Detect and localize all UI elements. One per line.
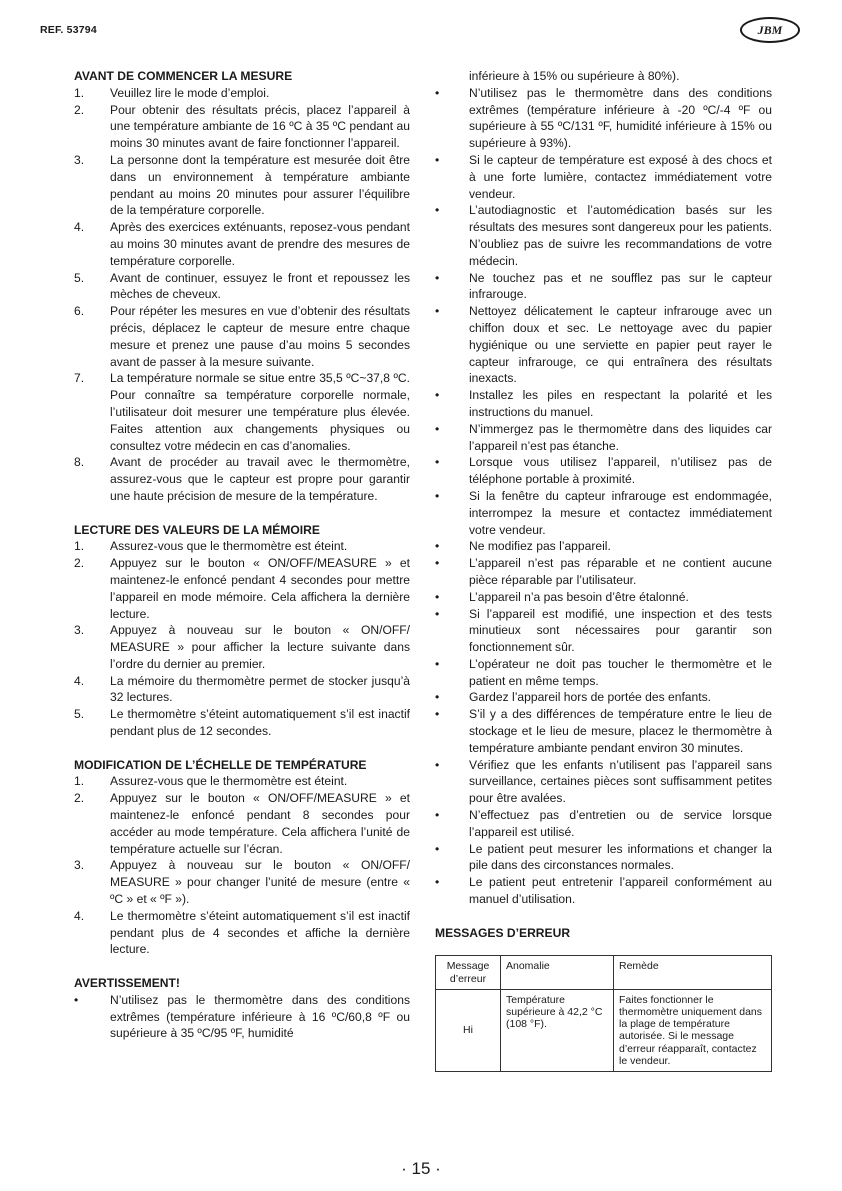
bullet-item: • L’opérateur ne doit pas toucher le thermomètre et le patient en même temps. [435,656,772,688]
bullet-item: • Le patient peut mesurer les informations et changer la pile dans des circonstances normales. [435,841,772,873]
jbm-logo: JBM [740,17,800,43]
heading-echelle: MODIFICATION DE L’ÉCHELLE DE TEMPÉRATURE [74,757,367,772]
bullet-item: • L’appareil n’est pas réparable et ne contient aucune pièce réparable par l’utilisateur. [435,556,772,587]
bullet-item: • Si la fenêtre du capteur infrarouge est endommagée, interrompez la mesure et contactez immédiatement votre vendeur. [435,488,772,537]
list-item: 3. Appuyez à nouveau sur le bouton « ON/OFF/ MEASURE » pour changer l’unité de mesure (entre « ºC » et « ºF »). [74,858,410,907]
list-item: 1. Veuillez lire le mode d’emploi. [74,85,270,100]
bullet-item: • Si le capteur de température est exposé à des chocs et à une forte lumière, contactez immédiatement votre vendeur. [435,152,772,201]
list-item: 4. Après des exercices exténuants, reposez-vous pendant au moins 30 minutes avant de prendre des mesures de température corporelle. [74,220,410,268]
bullet-item: • Nettoyez délicatement le capteur infrarouge avec un chiffon doux et sec. Le nettoyage avec du papier hygiénique ou une serviette en papier peut rayer le capteur infrarouge, ce qui entraînera des résultats inexacts. [435,304,772,386]
bullet-item: • L’autodiagnostic et l’automédication basés sur les résultats des mesures sont dangereux pour les patients. N’oubliez pas de suivre les recommandations de votre médecin. [435,203,772,268]
table-row [436,989,772,1071]
left-column [74,68,410,1042]
heading-messages-erreur: MESSAGES D’ERREUR [435,925,571,940]
bullet-item: • Installez les piles en respectant la polarité et les instructions du manuel. [435,388,772,419]
list-item: 3. Appuyez à nouveau sur le bouton « ON/OFF/ MEASURE » pour afficher la lecture suivante dans l’ordre du dernier au premier. [74,623,410,671]
list-item: 4. La mémoire du thermomètre permet de stocker jusqu’à 32 lectures. [74,673,410,705]
bullet-item: • Le patient peut entretenir l’appareil conformément au manuel d’utilisation. [435,875,772,907]
bullet-item: • S’il y a des différences de température entre le lieu de stockage et le lieu de mesure, placez le thermomètre à température ambiante pendant environ 30 minutes. [435,707,772,755]
right-column [435,68,772,1072]
column-header-remede: Remède [614,956,772,989]
column-header-message: Message d’erreur [436,956,501,989]
error-table [435,955,772,1072]
list-item: 1. Assurez-vous que le thermomètre est éteint. [74,539,348,554]
list-item: 2. Appuyez sur le bouton « ON/OFF/MEASURE » et maintenez-le enfoncé pendant 8 secondes pour accéder au mode température. Cela affichera l’unité de température actuelle sur l’écran. [74,791,410,856]
list-item: 2. Pour obtenir des résultats précis, placez l’appareil à une température ambiante de 16 ºC à 35 ºC pendant au moins 30 minutes avant de faire fonctionner l’appareil. [74,102,410,151]
bullet-item: • N’immergez pas le thermomètre dans des liquides car l’appareil n’est pas étanche. [435,421,772,453]
bullet-item: • N’utilisez pas le thermomètre dans des conditions extrêmes (température inférieure à 16 ºC/60,8 ºF ou supérieure à 35 ºC/95 ºF, humidité [74,992,410,1041]
anomaly-cell: Température supérieure à 42,2 °C (108 °F). [501,989,614,1071]
list-item: 1. Assurez-vous que le thermomètre est éteint. [74,774,348,789]
bullet-item: • L’appareil n’a pas besoin d’être étalonné. [435,589,689,604]
column-header-anomalie: Anomalie [501,956,614,989]
remedy-cell: Faites fonctionner le thermomètre uniquement dans la plage de température autorisée. Si le message d’erreur réapparaît, contactez le vendeur. [614,989,772,1071]
bullet-item: • Vérifiez que les enfants n’utilisent pas l’appareil sans surveillance, certaines pièces sont suffisamment petites pour être avalées. [435,757,772,806]
list-item: 5. Avant de continuer, essuyez le front et repoussez les mèches de cheveux. [74,270,410,302]
error-code-cell: Hi [436,989,501,1071]
reference-code: REF. 53794 [40,24,97,36]
list-item: 6. Pour répéter les mesures en vue d’obtenir des résultats précis, déplacez le capteur de mesure entre chaque mesure et prenez une pause d’au moins 5 secondes avant de passer à la mesure suivante. [74,304,410,369]
table-header-row [436,956,772,989]
bullet-item: • Gardez l’appareil hors de portée des enfants. [435,690,712,705]
list-item: 2. Appuyez sur le bouton « ON/OFF/MEASURE » et maintenez-le enfoncé pendant 4 secondes pour mettre l’appareil en mode mémoire. Cela affichera la dernière lecture. [74,556,410,621]
heading-memoire: LECTURE DES VALEURS DE LA MÉMOIRE [74,522,320,537]
bullet-item: • Ne touchez pas et ne soufflez pas sur le capteur infrarouge. [435,270,772,302]
list-item: 4. Le thermomètre s’éteint automatiquement s’il est inactif pendant plus de 4 secondes et affiche la dernière lecture. [74,908,410,957]
heading-avant-mesure: AVANT DE COMMENCER LA MESURE [74,69,293,83]
bullet-item: • Si l’appareil est modifié, une inspection et des tests minutieux sont nécessaires pour garantir son fonctionnement sûr. [435,606,772,655]
bullet-item: • Ne modifiez pas l’appareil. [435,539,611,554]
list-item: 5. Le thermomètre s’éteint automatiquement s’il est inactif pendant plus de 12 secondes. [74,707,410,739]
list-item: 8. Avant de procéder au travail avec le thermomètre, assurez-vous que le capteur est propre pour garantir une haute précision de mesure de la température. [74,455,410,503]
list-item: 3. La personne dont la température est mesurée doit être dans un environnement à température ambiante pendant au moins 20 minutes pour assurer l’équilibre de la température corporelle. [74,152,410,218]
bullet-item: • Lorsque vous utilisez l’appareil, n’utilisez pas de téléphone portable à proximité. [435,455,772,487]
page-number: · 15 · [401,1159,441,1178]
bullet-item: • N’utilisez pas le thermomètre dans des conditions extrêmes (température inférieure à -20 ºC/-4 ºF ou supérieure à 55 ºC/131 ºF, humidité inférieure à 15% ou supérieure à 93%). [435,85,772,151]
bullet-item: • N’effectuez pas d’entretien ou de service lorsque l’appareil est utilisé. [435,808,772,839]
heading-avertissement: AVERTISSEMENT! [74,976,180,991]
bullet-continuation: inférieure à 15% ou supérieure à 80%). [469,69,680,83]
list-item: 7. La température normale se situe entre 35,5 ºC~37,8 ºC. Pour connaître sa température corporelle normale, l’utilisateur doit mesurer une température plus élevée. Faites attention aux changements physiques ou consultez votre médecin en cas d’anomalies. [74,371,410,453]
